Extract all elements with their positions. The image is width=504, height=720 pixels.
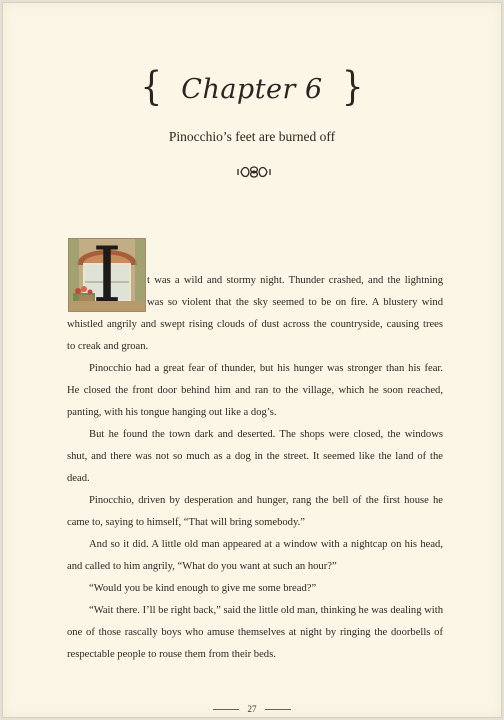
text-line: one of those rascally boys who amuse themselves at night by ringing the doorbells of [67,627,443,638]
chapter-heading [3,64,501,110]
text-line: respectable people to rouse them from their beds. [67,649,276,660]
chapter-title: Chapter 6 [181,73,323,105]
footer-rule-right [265,709,291,710]
page-footer [3,704,501,714]
brace-open: { [140,64,163,110]
text-line: was so violent that the sky seemed to be on fire. A blustery wind [147,297,443,308]
text-line: “Would you be kind enough to give me some bread?” [89,583,317,594]
chapter-subtitle: Pinocchio’s feet are burned off [168,129,336,144]
text-line: dead. [67,473,90,484]
text-line: t was a wild and stormy night. Thunder crashed, and the lightning [147,275,443,286]
text-line: panting, with his tongue hanging out like a dog’s. [67,407,277,418]
text-line: shut, and there was not so much as a dog in the street. It seemed like the land of the [67,451,443,462]
brace-close: } [341,64,364,110]
footer-rule-left [213,709,239,710]
text-line: But he found the town dark and deserted. The shops were closed, the windows [89,429,443,440]
text-line: to creak and groan. [67,341,149,352]
book-page [2,2,502,718]
drop-cap-illustration [68,238,146,312]
page-number: 27 [247,704,257,714]
text-line: “Wait there. I’ll be right back,” said the little old man, thinking he was dealing with [89,605,443,616]
text-line: He closed the front door behind him and ran to the village, which he soon reached, [67,385,443,396]
ornament-icon [237,164,271,180]
text-line: Pinocchio, driven by desperation and hunger, rang the bell of the first house he [89,495,443,506]
text-line: came to, saying to himself, “That will bring somebody.” [67,517,305,528]
text-line: whistled angrily and swept rising clouds of dust across the countryside, causing trees [67,319,443,330]
text-line: Pinocchio had a great fear of thunder, but his hunger was stronger than his fear. [89,363,443,374]
text-line: and called to him angrily, “What do you want at such an hour?” [67,561,337,572]
drop-cap-letter: I [91,238,123,312]
text-line: And so it did. A little old man appeared at a window with a nightcap on his head, [89,539,443,550]
